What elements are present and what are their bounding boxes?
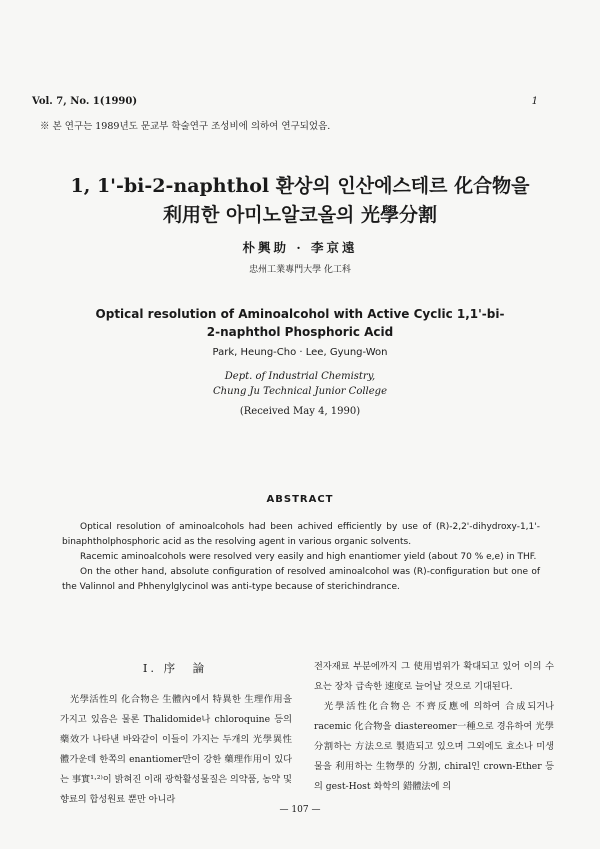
english-title bbox=[0, 305, 600, 341]
korean-title-line-2: 利用한 아미노알코올의 光學分割 bbox=[162, 204, 438, 226]
right-column bbox=[314, 657, 554, 797]
body-paragraph: 전자재료 부분에까지 그 使用범위가 확대되고 있어 이의 수요는 장차 급속한 速度로 늘어날 것으로 기대된다. bbox=[314, 661, 554, 692]
korean-title-line-1: 1, 1'-bi-2-naphthol 환상의 인산에스테르 化合物을 bbox=[70, 175, 530, 197]
abstract-body bbox=[62, 520, 540, 595]
department bbox=[0, 369, 600, 399]
journal-volume: Vol. 7, No. 1(1990) bbox=[32, 96, 138, 107]
english-authors: Park, Heung-Cho · Lee, Gyung-Won bbox=[212, 347, 388, 358]
english-title-line-1: Optical resolution of Aminoalcohol with Active Cyclic 1,1'-bi- bbox=[95, 307, 505, 321]
department-line-1: Dept. of Industrial Chemistry, bbox=[224, 371, 376, 382]
funding-note: ※ 본 연구는 1989년도 문교부 학술연구 조성비에 의하여 연구되었음. bbox=[40, 121, 331, 132]
body-paragraph: 光學活性化合物은 不齊反應에 의하여 合成되거나 racemic 化合物을 diastereomer一種으로 경유하여 光學分割하는 方法으로 製造되고 있으며 그외에도 효소나 미생물을 利用하는 生物學的 分割, chiral인 crown-Ether 등의 gest-Host 화학의 錯體法에 의 bbox=[314, 701, 554, 792]
abstract-paragraph: On the other hand, absolute configuration of resolved aminoalcohol was (R)-configuration but one of the Valinnol and Phhenylglycinol was anti-type because of sterichindrance. bbox=[62, 567, 540, 592]
page-number: 1 bbox=[531, 96, 538, 107]
received-date: (Received May 4, 1990) bbox=[239, 406, 361, 417]
section-heading-introduction: Ⅰ. 序 論 bbox=[142, 661, 208, 675]
korean-affiliation: 忠州工業專門大學 化工科 bbox=[249, 265, 351, 275]
left-column bbox=[60, 690, 292, 810]
abstract-heading: ABSTRACT bbox=[266, 494, 334, 505]
department-line-2: Chung Ju Technical Junior College bbox=[213, 386, 387, 397]
korean-title bbox=[0, 172, 600, 230]
page-footer-number: — 107 — bbox=[279, 805, 321, 815]
abstract-paragraph: Racemic aminoalcohols were resolved very easily and high enantiomer yield (about 70 % e,e) in THF. bbox=[80, 552, 537, 562]
korean-authors: 朴興助 · 李京遠 bbox=[242, 240, 358, 255]
abstract-paragraph: Optical resolution of aminoalcohols had been achived efficiently by use of (R)-2,2'-dihydroxy-1,1'-binaphtholphosphoric acid as the resolving agent in various organic solvents. bbox=[62, 522, 540, 547]
body-paragraph: 光學活性의 化合物은 生體內에서 特異한 生理作用을 가지고 있음은 물론 Thalidomide나 chloroquine 등의 藥效가 나타낸 바와같이 이들이 가지는 두개의 光學異性體가운데 한쪽의 enantiomer만이 강한 藥理作用이 있다는 事實¹·²⁾이 밝혀진 이래 광학활성물질은 의약품, 농약 및 향료의 합성원료 뿐만 아니라 bbox=[60, 694, 292, 805]
english-title-line-2: 2-naphthol Phosphoric Acid bbox=[206, 325, 394, 339]
